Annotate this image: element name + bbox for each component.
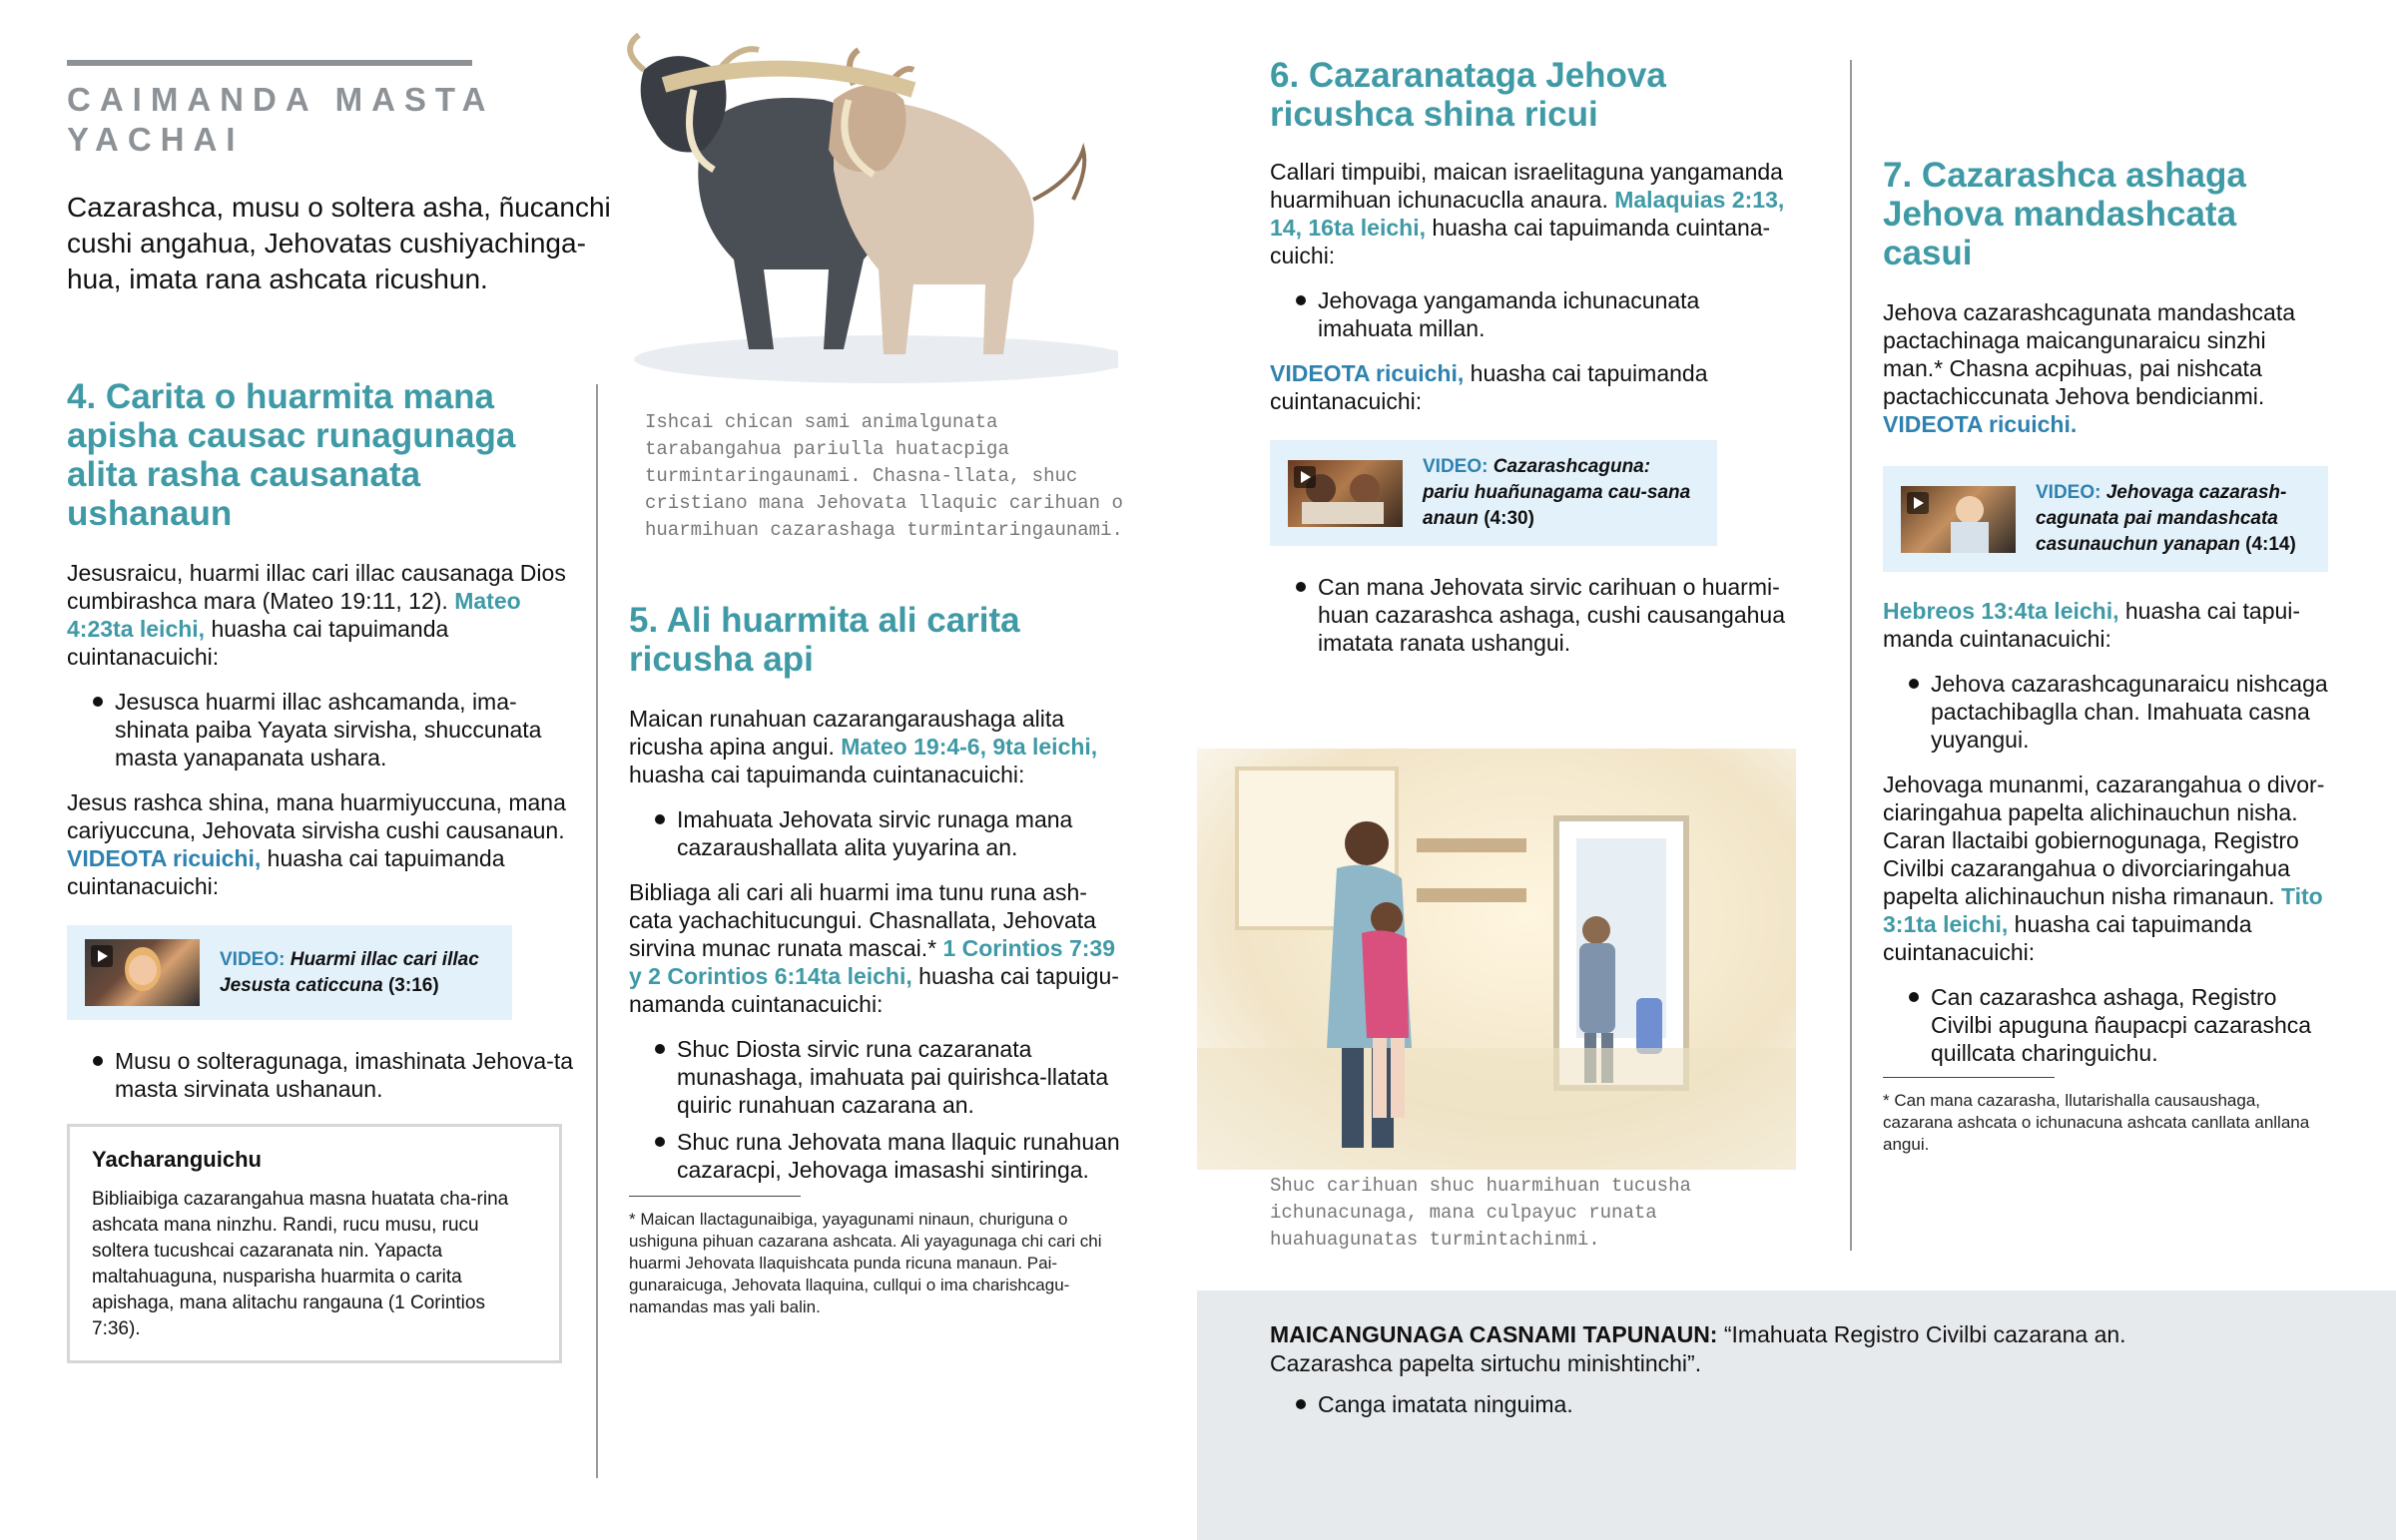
- section-7-paragraph-2: Hebreos 13:4ta leichi, huasha cai tapui-manda cuintanacuichi:: [1883, 598, 2301, 652]
- section-7: [1883, 156, 2332, 1156]
- video-card-1[interactable]: [67, 925, 512, 1020]
- section-6-title: 6. Cazaranataga Jehova ricushca shina ricui: [1270, 56, 1666, 134]
- section-5-paragraph-2: Bibliaga ali cari ali huarmi ima tunu runa ash-cata yachachitucungui. Chasnallata, Jehovata sirvina munac runata mascai.* 1 Corintios 7:39 y 2 Corintios 6:14ta leichi, huasha cai tapuigu-namanda cuintanacuichi:: [629, 879, 1119, 1017]
- video-caption: VIDEO: Huarmi illac cari illac Jesusta caticcuna (3:16): [220, 948, 479, 996]
- section-4-bullets-2: [67, 1047, 586, 1103]
- page-kicker: CAIMANDA MASTA YACHAI: [67, 81, 494, 158]
- section-5-title: 5. Ali huarmita ali carita ricusha api: [629, 601, 1020, 679]
- section-6: [1270, 56, 1789, 666]
- section-7-bullets-2: [1883, 983, 2332, 1067]
- list-item: Musu o solteragunaga, imashinata Jehova-ta masta sirvinata ushanaun.: [67, 1047, 586, 1103]
- scripture-link[interactable]: Mateo 4:23ta leichi,: [67, 588, 521, 642]
- oxen-illustration: [584, 30, 1118, 384]
- list-item: Imahuata Jehovata sirvic runaga mana cazaraushallata alita yuyarina an.: [629, 805, 1128, 861]
- section-6-bullets-2: [1270, 573, 1789, 657]
- video-caption: VIDEO: Jehovaga cazarash-cagunata pai mandashcata casunauchun yanapan (4:14): [2036, 482, 2296, 555]
- did-you-know-box: [67, 1124, 562, 1363]
- play-icon[interactable]: [1294, 466, 1316, 488]
- mother-daughter-image: [1197, 749, 1796, 1170]
- column-divider: [1850, 60, 1852, 1251]
- oxen-yoked-image: [584, 30, 1118, 384]
- list-item: Jehovaga yangamanda ichunacunata imahuata millan.: [1270, 286, 1789, 342]
- section-7-title: 7. Cazarashca ashaga Jehova mandashcata casui: [1883, 156, 2246, 272]
- scripture-link[interactable]: Mateo 19:4-6, 9ta leichi,: [841, 734, 1098, 760]
- some-say-bullets: [1270, 1390, 2168, 1427]
- top-accent-bar: [67, 60, 472, 66]
- family-illustration: [1197, 749, 1796, 1170]
- section-6-bullets-1: [1270, 286, 1789, 342]
- list-item: Canga imatata ninguima.: [1270, 1390, 2168, 1418]
- section-7-bullets-1: [1883, 670, 2332, 754]
- list-item: Shuc runa Jehovata mana llaquic runahuan cazaracpi, Jehovaga imasashi sintiringa.: [629, 1128, 1128, 1184]
- video-link[interactable]: VIDEOTA ricuichi,: [1270, 360, 1465, 386]
- did-you-know-title: Yacharanguichu: [92, 1147, 262, 1172]
- list-item: Can mana Jehovata sirvic carihuan o huarmi-huan cazarashca ashaga, cushi causangahua imatata ranata ushangui.: [1270, 573, 1789, 657]
- video-caption: VIDEO: Cazarashcaguna: pariu huañunagama cau-sana anaun (4:30): [1423, 456, 1691, 529]
- section-4-paragraph-2: Jesus rashca shina, mana huarmiyuccuna, mana cariyuccuna, Jehovata sirvisha cushi causanaun. VIDEOTA ricuichi, huasha cai tapuimanda cuintanacuichi:: [67, 789, 566, 899]
- section-4-paragraph-1: Jesusraicu, huarmi illac cari illac causanaga Dios cumbirashca mara (Mateo 19:11, 12). Mateo 4:23ta leichi, huasha cai tapuimanda cuintanacuichi:: [67, 560, 566, 670]
- play-icon[interactable]: [1907, 492, 1929, 514]
- video-thumbnail[interactable]: [1288, 460, 1403, 527]
- footnote-rule: [629, 1196, 801, 1197]
- footnote-rule: [1883, 1077, 2055, 1078]
- oxen-caption: Ishcai chican sami animalgunata tarabangahua pariulla huatacpiga turmintaringaunami. Chasna-llata, shuc cristiano mana Jehovata llaquic carihuan o huarmihuan cazarashaga turmintaringaunami.: [645, 411, 1123, 541]
- list-item: Jesusca huarmi illac ashcamanda, ima-shinata paiba Yayata sirvisha, shuccunata masta yanapanata ushara.: [67, 688, 586, 771]
- family-caption: Shuc carihuan shuc huarmihuan tucusha ichunacunaga, mana culpayuc runata huahuagunatas turmintachinmi.: [1270, 1175, 1691, 1251]
- scripture-link[interactable]: Tito 3:1ta leichi,: [1883, 883, 2323, 937]
- scripture-link[interactable]: Malaquias 2:13, 14, 16ta leichi,: [1270, 187, 1785, 241]
- play-icon[interactable]: [91, 945, 113, 967]
- section-6-paragraph-1: Callari timpuibi, maican israelitaguna yangamanda huarmihuan ichunacuclla anaura. Malaquias 2:13, 14, 16ta leichi, huasha cai tapuimanda cuintana-cuichi:: [1270, 159, 1785, 268]
- section-5-bullets-1: [629, 805, 1128, 861]
- scripture-link[interactable]: 1 Corintios 7:39 y 2 Corintios 6:14ta leichi,: [629, 935, 1116, 989]
- video-thumbnail[interactable]: [1901, 486, 2016, 553]
- scripture-link[interactable]: Hebreos 13:4ta leichi,: [1883, 598, 2119, 624]
- list-item: Can cazarashca ashaga, Registro Civilbi apuguna ñaupacpi cazarashca quillcata charinguichu.: [1883, 983, 2332, 1067]
- did-you-know-text: Bibliaibiga cazarangahua masna huatata cha-rina ashcata mana ninzhu. Randi, rucu musu, rucu soltera tucushcai cazaranata nin. Yapacta maltahuaguna, nusparisha huarmita o carita apishaga, mana alitachu rangauna (1 Corintios 7:36).: [92, 1189, 509, 1339]
- video-thumbnail[interactable]: [85, 939, 200, 1006]
- video-card-2[interactable]: [1270, 440, 1717, 546]
- section-4-title: 4. Carita o huarmita mana apisha causac runagunaga alita rasha causanata ushanaun: [67, 377, 516, 533]
- video-link[interactable]: VIDEOTA ricuichi.: [1883, 411, 2078, 437]
- some-say-panel: [1197, 1290, 2396, 1540]
- list-item: Jehova cazarashcagunaraicu nishcaga pactachibaglla chan. Imahuata casna yuyangui.: [1883, 670, 2332, 754]
- column-divider: [596, 384, 598, 1478]
- some-say-label: MAICANGUNAGA CASNAMI TAPUNAUN:: [1270, 1321, 1718, 1347]
- video-link[interactable]: VIDEOTA ricuichi,: [67, 845, 262, 871]
- video-card-3[interactable]: [1883, 466, 2328, 572]
- section-5-footnote: * Maican llactagunaibiga, yayagunami ninaun, churiguna o ushiguna pihuan cazarana ashcata. Ali yayagunaga chi cari chi huarmi Jehovata llaquishcata punda ricuna manaun. Pai-gunaraicuga, Jehovata llaquina, cullqui o ima charishcagu-namandas mas yali balin.: [629, 1210, 1102, 1316]
- section-4: [67, 377, 586, 1112]
- intro-text: Cazarashca, musu o soltera asha, ñucanchi cushi angahua, Jehovatas cushiyachinga-hua, imata rana ashcata ricushun.: [67, 192, 611, 294]
- section-5-bullets-2: [629, 1035, 1128, 1184]
- some-say-text: MAICANGUNAGA CASNAMI TAPUNAUN: “Imahuata Registro Civilbi cazarana an. Cazarashca papelta sirtuchu minishtinchi”.: [1270, 1321, 2126, 1376]
- section-7-paragraph-3: Jehovaga munanmi, cazarangahua o divor-ciaringahua papelta alichinauchun nisha. Caran llactaibi gobiernogunaga, Registro Civilbi cazarangahua o divorciaringahua papelta alichinauchun nisha rimanaun. Tito 3:1ta leichi, huasha cai tapuimanda cuintanacuichi:: [1883, 771, 2325, 965]
- section-7-paragraph-1: Jehova cazarashcagunata mandashcata pactachinaga maicangunaraicu sinzhi man.* Chasna acpihuas, pai nishcata pactachiccunata Jehova bendicianmi. VIDEOTA ricuichi.: [1883, 299, 2296, 437]
- section-4-bullets-1: [67, 688, 586, 771]
- section-7-footnote: * Can mana cazarasha, llutarishalla causaushaga, cazarana ashcata o ichunacuna ashcata canllata anllana angui.: [1883, 1091, 2310, 1154]
- list-item: Shuc Diosta sirvic runa cazaranata munashaga, imahuata pai quirishca-llatata quiric runahuan cazarana an.: [629, 1035, 1128, 1119]
- section-5: [629, 601, 1128, 1318]
- section-6-paragraph-2: VIDEOTA ricuichi, huasha cai tapuimanda cuintanacuichi:: [1270, 360, 1708, 414]
- section-5-paragraph-1: Maican runahuan cazarangaraushaga alita ricusha apina angui. Mateo 19:4-6, 9ta leichi, huasha cai tapuimanda cuintanacuichi:: [629, 706, 1098, 787]
